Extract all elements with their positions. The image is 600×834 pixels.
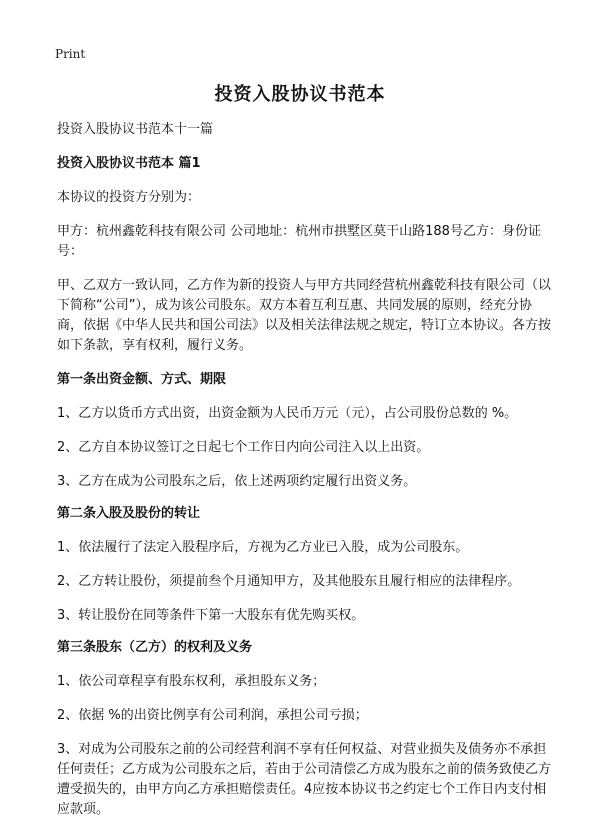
article-1-heading: 第一条出资金额、方式、期限: [57, 372, 227, 387]
article-3-clause-3: 3、对成为公司股东之前的公司经营利润不享有任何权益、对营业损失及债务亦不承担任何责任；乙方成为公司股东之后，若由于公司清偿乙方成为股东之前的债务致使乙方遭受损失的，由甲方向乙方承担赔偿责任。4应按本协议书之约定七个工作日内支付相应款项。: [57, 742, 552, 817]
article-1-clause-1: 1、乙方以货币方式出资，出资金额为人民币万元（元），占公司股份总数的 %。: [57, 406, 518, 421]
party-info-paragraph: 甲方：杭州鑫乾科技有限公司 公司地址：杭州市拱墅区莫干山路188号乙方：身份证号：: [57, 224, 541, 259]
preamble-paragraph: 甲、乙双方一致认同，乙方作为新的投资人与甲方共同经营杭州鑫乾科技有限公司（以下简称“公司”），成为该公司股东。双方本着互利互惠、共同发展的原则，经充分协商，依据《中华人民共和国公司法》以及相关法律法规之规定，特订立本协议。各方按如下条款，享有权利，履行义务。: [57, 278, 552, 353]
article-2-clause-3: 3、转让股份在同等条件下第一大股东有优先购买权。: [57, 608, 365, 623]
article-1-clause-2: 2、乙方自本协议签订之日起七个工作日内向公司注入以上出资。: [57, 440, 430, 455]
section-title: 投资入股协议书范本 篇1: [57, 156, 201, 171]
article-2-clause-1: 1、依法履行了法定入股程序后，方视为乙方业已入股，成为公司股东。: [57, 540, 469, 555]
document-subtitle: 投资入股协议书范本十一篇: [57, 122, 214, 137]
document-body: [57, 120, 557, 834]
intro-paragraph: 本协议的投资方分别为：: [57, 190, 201, 205]
article-2-clause-2: 2、乙方转让股份，须提前叁个月通知甲方，及其他股东且履行相应的法律程序。: [57, 574, 521, 589]
article-3-heading: 第三条股东（乙方）的权利及义务: [57, 640, 253, 655]
article-2-heading: 第二条入股及股份的转让: [57, 506, 201, 521]
article-1-clause-3: 3、乙方在成为公司股东之后，依上述两项约定履行出资义务。: [57, 474, 417, 489]
article-3-clause-2: 2、依据 %的出资比例享有公司利润，承担公司亏损；: [57, 708, 368, 723]
print-link[interactable]: Print: [55, 47, 86, 61]
document-title: 投资入股协议书范本: [214, 84, 386, 105]
article-3-clause-1: 1、依公司章程享有股东权利，承担股东义务；: [57, 674, 326, 689]
